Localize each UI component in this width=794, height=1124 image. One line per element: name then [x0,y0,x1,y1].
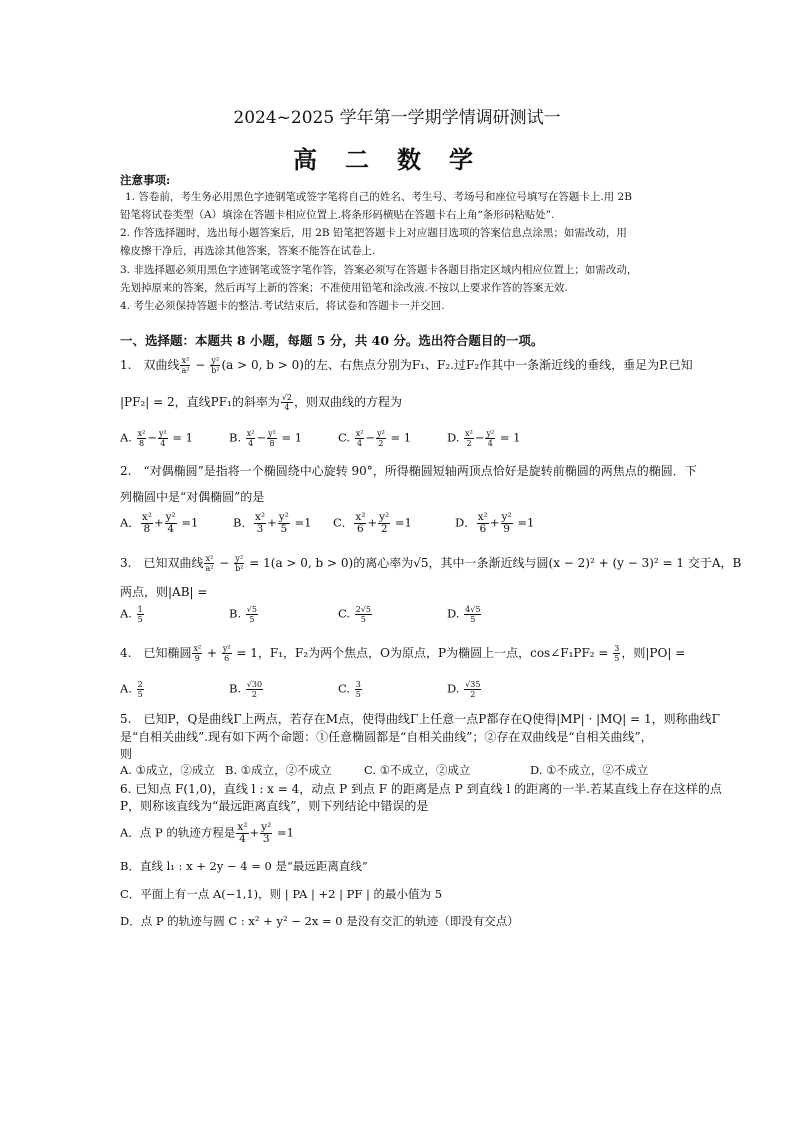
q6-option-a: A．点 P 的轨迹方程是 $\frac{\text{x²}}{4}$ + $\frac{\text{y²}}{3}$ =1 [120,821,294,845]
note-1a: 1. 答卷前，考生务必用黑色字迹钢笔或签字笔将自己的姓名、考生号、考场号和座位号填写在答题卡上.用 2B [125,191,632,203]
section-heading: 一、选择题：本题共 8 小题，每题 5 分，共 40 分。选出符合题目的一项。 [120,333,544,348]
note-1b: 铅笔将试卷类型（A）填涂在答题卡相应位置上.将条形码横贴在答题卡右上角“条形码粘贴处”. [120,209,555,221]
q2-option-c: C． $\frac{\text{x²}}{6}$ + $\frac{\text{y²}}{2}$ =1 [333,511,412,535]
subject-title: 高二数学 [293,145,501,174]
q3-option-c: C. $\frac{2√5}{5}$ [338,605,371,624]
q6-line2: P，则称该直线为“最远距离直线”，则下列结论中错误的是 [120,799,429,813]
q2-option-b: B． $\frac{\text{x²}}{3}$ + $\frac{\text{y²}}{5}$ =1 [233,511,312,535]
q2-option-d: D． $\frac{\text{x²}}{6}$ + $\frac{\text{y²}}{9}$ =1 [455,511,535,535]
q5-line3: 则 [120,747,133,761]
notes-heading: 注意事项: [120,173,171,187]
q5-option-a: A. ①成立，②成立 [120,763,215,777]
q4-option-c: C. $\frac{3}{5}$ [338,680,361,699]
q1-option-b: B. $\frac{\text{x²}}{4}$ − $\frac{\text{y²}}{8}$ = 1 [229,429,303,448]
q4-option-b: B. $\frac{√30}{2}$ [229,680,263,699]
q6-line1: 6. 已知点 F(1,0)，直线 l : x = 4，动点 P 到点 F 的距离是点 P 到直线 l 的距离的一半.若某直线上存在这样的点 [120,782,722,796]
note-2a: 2. 作答选择题时，选出每小题答案后，用 2B 铅笔把答题卡上对应题目选项的答案信息点涂黑；如需改动，用 [120,227,627,239]
q3-option-a: A. $\frac{1}{5}$ [120,605,143,624]
q6-option-c: C．平面上有一点 A(−1,1)，则 | PA | +2 | PF | 的最小值为 5 [120,887,443,901]
q3-line2: 两点，则|AB| = [120,585,208,599]
q1-option-d: D. $\frac{\text{x²}}{2}$ − $\frac{\text{y²}}{4}$ = 1 [447,429,521,448]
q5-line1: 5. 已知P，Q是曲线Γ上两点，若存在M点，使得曲线Γ上任意一点P都存在Q使得|MP| · |MQ| = 1，则称曲线Γ [120,712,720,726]
q5-option-c: C. ①不成立，②成立 [364,763,471,777]
q6-option-b: B．直线 l₁ : x + 2y − 4 = 0 是“最远距离直线” [120,859,368,873]
q4-option-a: A. $\frac{2}{5}$ [120,680,143,699]
q1-option-c: C. $\frac{\text{x²}}{4}$ − $\frac{\text{y²}}{2}$ = 1 [338,429,412,448]
q2-line2: 列椭圆中是“对偶椭圆”的是 [120,490,265,504]
q4-line1: 4. 已知椭圆 $\frac{\text{x²}}{9}$ + $\frac{\text{y²}}{6}$ = 1，F₁，F₂为两个焦点，O为原点，P为椭圆上一点，cos∠F₁PF₂ = $\frac{3}{5}$ ，则|PO| = [120,644,686,663]
q5-line2: 是“自相关曲线”.现有如下两个命题：①任意椭圆都是“自相关曲线”；②存在双曲线是“自相关曲线”， [120,730,653,744]
q4-option-d: D. $\frac{√35}{2}$ [447,680,481,699]
q3-line1: 3. 已知双曲线 $\frac{\text{x²}}{\text{a²}}$ − $\frac{\text{y²}}{\text{b²}}$ = 1(a > 0, b > 0)的离心率为√5，其中一条渐近线与圆(x − 2)² + (y − 3)² = 1 交于A，B [120,554,742,573]
note-2b: 橡皮擦干净后，再选涂其他答案，答案不能答在试卷上. [120,245,376,257]
q1-line1: 1. 双曲线 $\frac{\text{x²}}{\text{a²}}$ − $\frac{\text{y²}}{\text{b²}}$ (a > 0, b > 0)的左、右焦点分别为F₁、F₂.过F₂作其中一条渐近线的垂线，垂足为P.已知 [120,356,693,375]
q5-option-b: B. ①成立，②不成立 [225,763,332,777]
note-3b: 先划掉原来的答案，然后再写上新的答案；不准使用铅笔和涂改液.不按以上要求作答的答案无效. [120,282,568,294]
q3-option-b: B. $\frac{√5}{5}$ [229,605,257,624]
q3-option-d: D. $\frac{4√5}{5}$ [447,605,481,624]
note-3a: 3. 非选择题必须用黑色字迹钢笔或签字笔作答，答案必须写在答题卡各题目指定区域内相应位置上；如需改动， [120,264,638,276]
q6-option-d: D．点 P 的轨迹与圆 C : x² + y² − 2x = 0 是没有交汇的轨迹（即没有交点） [120,914,519,928]
exam-title: 2024~2025 学年第一学期学情调研测试一 [233,108,561,128]
q1-option-a: A. $\frac{\text{x²}}{8}$ − $\frac{\text{y²}}{4}$ = 1 [120,429,193,448]
note-4: 4. 考生必须保持答题卡的整洁.考试结束后，将试卷和答题卡一并交回. [120,300,445,312]
q1-line2: |PF₂| = 2，直线PF₁的斜率为 $\frac{√2}{4}$ ，则双曲线的方程为 [120,393,403,412]
q2-line1: 2. “对偶椭圆”是指将一个椭圆绕中心旋转 90°，所得椭圆短轴两顶点恰好是旋转前椭圆的两焦点的椭圆．下 [120,464,697,478]
q2-option-a: A． $\frac{\text{x²}}{8}$ + $\frac{\text{y²}}{4}$ =1 [120,511,199,535]
q5-option-d: D. ①不成立，②不成立 [530,763,649,777]
